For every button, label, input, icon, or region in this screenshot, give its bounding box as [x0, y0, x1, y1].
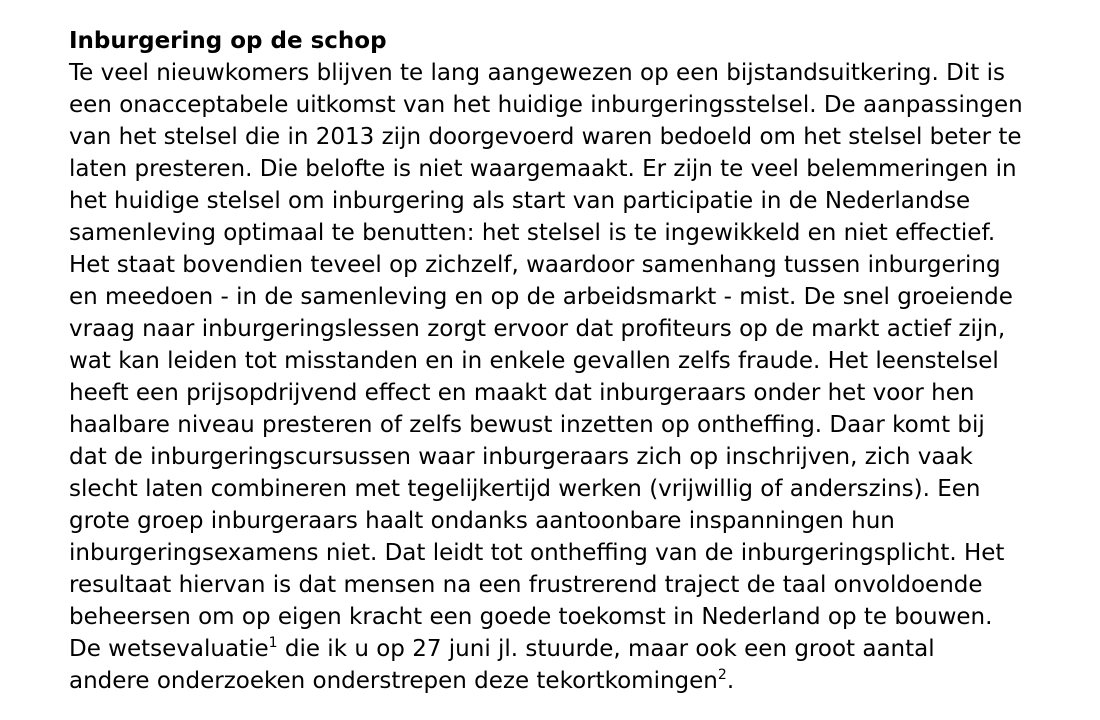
line-text: . [726, 668, 735, 694]
paragraph-line [69, 665, 1079, 697]
paragraph-line: van het stelsel die in 2013 zijn doorgevoerd waren bedoeld om het stelsel beter te [69, 124, 1022, 150]
paragraph-line: heeft een prijsopdrijvend effect en maakt dat inburgeraars onder het voor hen [69, 380, 975, 406]
paragraph-line: wat kan leiden tot misstanden en in enkele gevallen zelfs fraude. Het leenstelsel [69, 348, 999, 374]
paragraph-line: Te veel nieuwkomers blijven te lang aangewezen op een bijstandsuitkering. Dit is [69, 60, 1005, 86]
paragraph-line: slecht laten combineren met tegelijkertijd werken (vrijwillig of anderszins). Een [69, 476, 981, 502]
line-text: De wetsevaluatie [69, 636, 269, 662]
paragraph-line: samenleving optimaal te benutten: het stelsel is te ingewikkeld en niet effectief. [69, 220, 996, 246]
paragraph-line: en meedoen - in de samenleving en op de arbeidsmarkt - mist. De snel groeiende [69, 284, 1013, 310]
line-text: andere onderzoeken onderstrepen deze tekortkomingen [69, 668, 718, 694]
paragraph-line [69, 633, 1079, 665]
paragraph-line: dat de inburgeringscursussen waar inburgeraars zich op inschrijven, zich vaak [69, 444, 973, 470]
body-paragraph [69, 57, 1079, 697]
paragraph-line: haalbare niveau presteren of zelfs bewust inzetten op ontheffing. Daar komt bij [69, 412, 985, 438]
paragraph-line: Het staat bovendien teveel op zichzelf, waardoor samenhang tussen inburgering [69, 252, 1001, 278]
paragraph-line: beheersen om op eigen kracht een goede toekomst in Nederland op te bouwen. [69, 604, 993, 630]
footnote-ref-2[interactable]: 2 [717, 667, 727, 683]
section-heading: Inburgering op de schop [69, 28, 387, 54]
paragraph-line: grote groep inburgeraars haalt ondanks aantoonbare inspanningen hun [69, 508, 895, 534]
document-body [69, 25, 1079, 697]
paragraph-line: resultaat hiervan is dat mensen na een frustrerend traject de taal onvoldoende [69, 572, 983, 598]
paragraph-line: vraag naar inburgeringslessen zorgt ervoor dat profiteurs op de markt actief zijn, [69, 316, 1006, 342]
paragraph-line: een onacceptabele uitkomst van het huidige inburgeringsstelsel. De aanpassingen [69, 92, 1023, 118]
paragraph-line: het huidige stelsel om inburgering als start van participatie in de Nederlandse [69, 188, 971, 214]
paragraph-line: laten presteren. Die belofte is niet waargemaakt. Er zijn te veel belemmeringen in [69, 156, 1017, 182]
paragraph-line: inburgeringsexamens niet. Dat leidt tot ontheffing van de inburgeringsplicht. Het [69, 540, 1005, 566]
footnote-ref-1[interactable]: 1 [268, 635, 278, 651]
line-text: die ik u op 27 juni jl. stuurde, maar ook een groot aantal [277, 636, 935, 662]
